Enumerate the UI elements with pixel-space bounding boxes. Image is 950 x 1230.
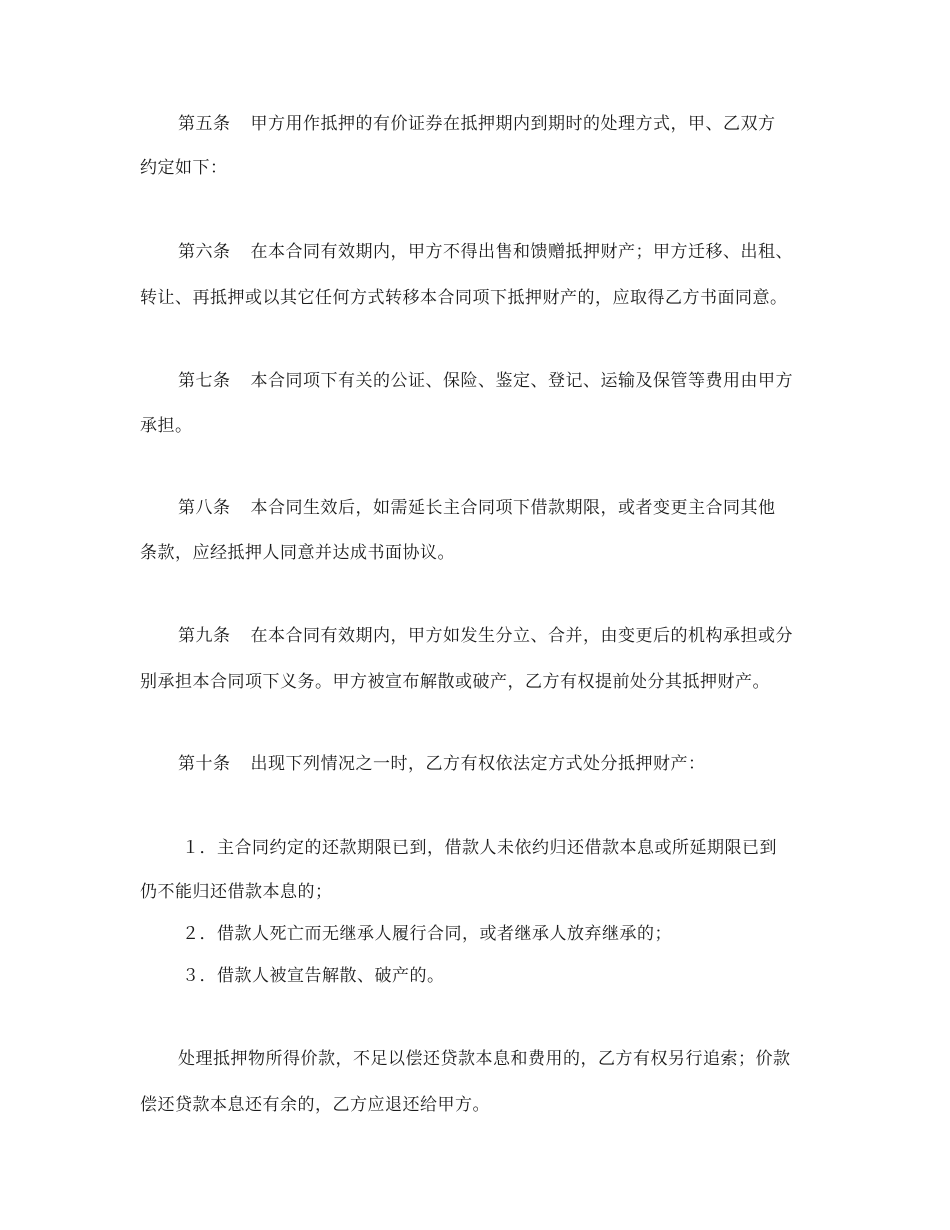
article-6-text-1: 在本合同有效期内，甲方不得出售和馈赠抵押财产；甲方迁移、出租、 [250, 242, 793, 262]
article-10-line-1 [178, 752, 858, 776]
article-8-text-1: 本合同生效后，如需延长主合同项下借款期限，或者变更主合同其他 [250, 498, 776, 518]
article-7-label: 第七条 [178, 371, 231, 391]
article-7-line-1 [178, 369, 858, 393]
list-item-2-number: ２． [182, 924, 217, 944]
article-8-line-1 [178, 496, 858, 520]
article-7-text-1: 本合同项下有关的公证、保险、鉴定、登记、运输及保管等费用由甲方 [250, 371, 793, 391]
article-6-label: 第六条 [178, 242, 231, 262]
list-item-3-text: 借款人被宣告解散、破产的。 [217, 966, 445, 986]
list-item-3-number: ３． [182, 966, 217, 986]
list-item-1-line-1 [182, 836, 862, 860]
article-5-text-1: 甲方用作抵押的有价证券在抵押期内到期时的处理方式，甲、乙双方 [250, 114, 776, 134]
list-item-2-text: 借款人死亡而无继承人履行合同，或者继承人放弃继承的； [217, 924, 672, 944]
article-10-label: 第十条 [178, 754, 231, 774]
list-item-1-number: １． [182, 838, 217, 858]
article-5-line-2: 约定如下： [140, 158, 228, 178]
final-paragraph-line-2: 偿还贷款本息还有余的，乙方应退还给甲方。 [140, 1095, 490, 1115]
article-9-line-1 [178, 624, 858, 648]
article-10-text-1: 出现下列情况之一时，乙方有权依法定方式处分抵押财产： [250, 754, 706, 774]
list-item-3 [182, 964, 862, 988]
article-9-label: 第九条 [178, 626, 231, 646]
article-8-line-2: 条款，应经抵押人同意并达成书面协议。 [140, 543, 455, 563]
article-8-label: 第八条 [178, 498, 231, 518]
article-6-line-2: 转让、再抵押或以其它任何方式转移本合同项下抵押财产的，应取得乙方书面同意。 [140, 288, 788, 308]
article-7-line-2: 承担。 [140, 416, 193, 436]
article-5-label: 第五条 [178, 114, 231, 134]
final-paragraph-line-1: 处理抵押物所得价款，不足以偿还贷款本息和费用的，乙方有权另行追索；价款 [178, 1049, 791, 1069]
article-5-line-1 [178, 112, 858, 136]
article-6-line-1 [178, 240, 858, 264]
list-item-1-line-2: 仍不能归还借款本息的； [140, 882, 333, 902]
list-item-1-text-1: 主合同约定的还款期限已到，借款人未依约归还借款本息或所延期限已到 [217, 838, 777, 858]
article-9-text-1: 在本合同有效期内，甲方如发生分立、合并，由变更后的机构承担或分 [250, 626, 793, 646]
list-item-2 [182, 922, 862, 946]
article-9-line-2: 别承担本合同项下义务。甲方被宣布解散或破产，乙方有权提前处分其抵押财产。 [140, 672, 770, 692]
